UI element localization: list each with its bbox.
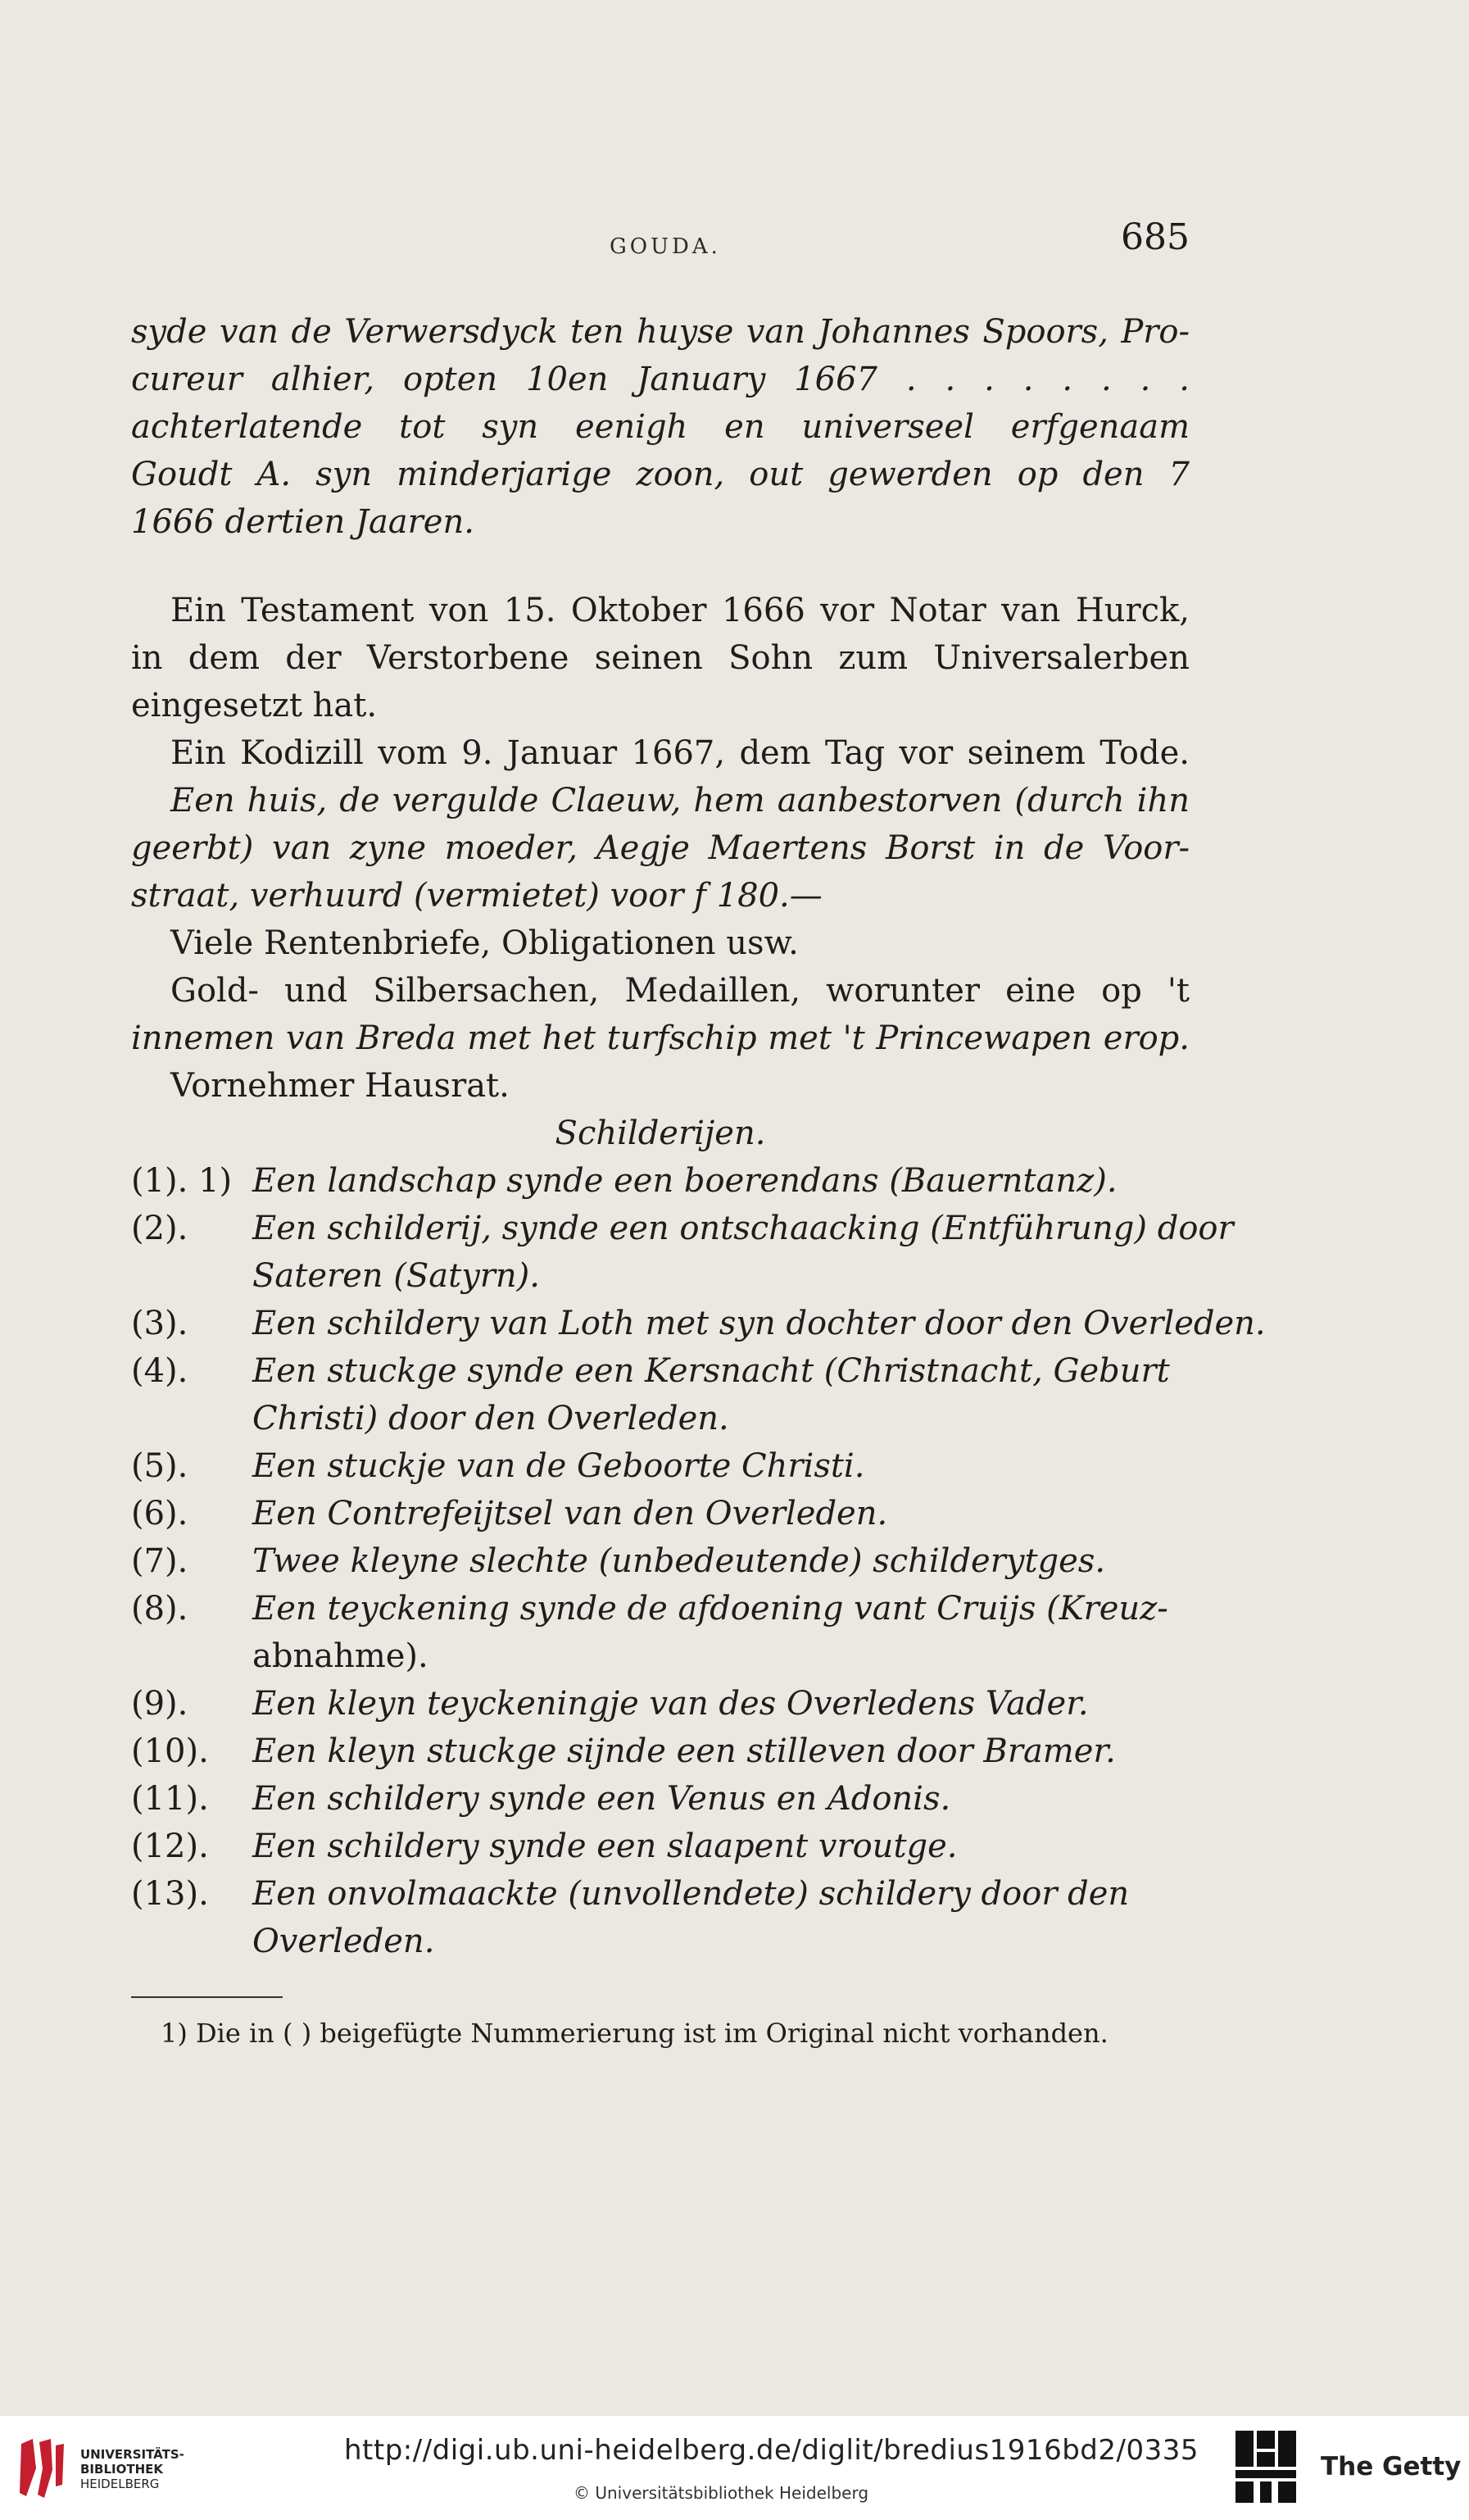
running-head: GOUDA. (610, 234, 721, 259)
paragraph-line: Ein Testament von 15. Oktober 1666 vor Notar van Hurck, (170, 592, 1190, 629)
item-text: Een kleyn teyckeningje van des Overledens Vader. (252, 1685, 1089, 1723)
item-text: Een stuckge synde een Kersnacht (Christnacht, Geburt (252, 1352, 1170, 1390)
list-item (131, 1490, 1190, 1537)
item-number: (2). (131, 1210, 188, 1247)
item-number: (4). (131, 1352, 188, 1390)
list-item (131, 1300, 1266, 1347)
paragraph-line: innemen van Breda met het turfschip met 't Princewapen erop. (131, 1019, 1190, 1057)
quote-block (131, 308, 1190, 546)
paragraph-line: Een huis, de vergulde Claeuw, hem aanbestorven (durch ihn (170, 782, 1190, 820)
item-number: (5). (131, 1447, 188, 1485)
ub-logo-line: BIBLIOTHEK (80, 2462, 163, 2477)
item-number: (6). (131, 1495, 188, 1532)
item-continuation: abnahme). (252, 1637, 428, 1675)
list-item (131, 1537, 1190, 1585)
item-number: (13). (131, 1875, 209, 1913)
paragraph-line: in dem der Verstorbene seinen Sohn zum Universalerben (131, 639, 1190, 677)
permalink-url[interactable]: http://digi.ub.uni-heidelberg.de/diglit/bredius1916bd2/0335 (344, 2434, 1199, 2467)
item-number: (11). (131, 1780, 209, 1818)
list-item (131, 1205, 1234, 1252)
ub-heidelberg-logo[interactable] (15, 2429, 187, 2508)
paragraph-line: Ein Kodizill vom 9. Januar 1667, dem Tag vor seinem Tode. (170, 734, 1190, 772)
list-item (131, 1680, 1190, 1728)
item-number: (9). (131, 1685, 188, 1723)
item-number: (3). (131, 1305, 188, 1342)
item-continuation: Overleden. (252, 1923, 435, 1960)
item-number: (10). (131, 1732, 209, 1770)
list-item (131, 1870, 1190, 1918)
quote-line: achterlatende tot syn eenigh en universeel erfgenaam (131, 408, 1190, 446)
page-header (131, 215, 1190, 272)
ub-logo-line: HEIDELBERG (80, 2477, 160, 2491)
item-text: Een schildery synde een Venus en Adonis. (252, 1780, 951, 1818)
page-number: 685 (1121, 216, 1190, 258)
footnote-rule (131, 1996, 283, 1998)
quote-line: Goudt A. syn minderjarige zoon, out gewerden op den 7 (131, 456, 1190, 493)
list-item (131, 1347, 1190, 1395)
ub-logo-text (80, 2447, 184, 2491)
spacer (131, 546, 1190, 587)
page-body (131, 308, 1266, 1965)
item-number: (1). 1) (131, 1162, 233, 1200)
paragraph-line: eingesetzt hat. (131, 687, 378, 724)
getty-label[interactable]: The Getty (1321, 2452, 1462, 2481)
item-text: Een kleyn stuckge sijnde een stilleven door Bramer. (252, 1732, 1116, 1770)
footnote: 1) Die in ( ) beigefügte Nummerierung ist im Original nicht vorhanden. (161, 2018, 1109, 2049)
ub-logo-line: UNIVERSITÄTS- (80, 2447, 184, 2462)
quote-line: syde van de Verwersdyck ten huyse van Johannes Spoors, Pro- (131, 313, 1190, 351)
ub-logo-icon (15, 2436, 67, 2501)
paragraph-line: straat, verhuurd (vermietet) voor f 180.— (131, 877, 823, 915)
item-text: Een landschap synde een boerendans (Bauerntanz). (252, 1162, 1118, 1200)
paragraph-line: geerbt) van zyne moeder, Aegje Maertens Borst in de Voor- (131, 829, 1190, 867)
item-number: (7). (131, 1542, 188, 1580)
quote-line: 1666 dertien Jaaren. (131, 503, 474, 541)
list-item (131, 1157, 1190, 1205)
item-text: Een onvolmaackte (unvollendete) schildery door den (252, 1875, 1130, 1913)
item-continuation: Sateren (Satyrn). (252, 1257, 540, 1295)
item-text: Een schildery van Loth met syn dochter door den Overleden. (252, 1305, 1266, 1342)
section-title: Schilderijen. (555, 1115, 766, 1152)
item-text: Een stuckje van de Geboorte Christi. (252, 1447, 865, 1485)
item-number: (12). (131, 1828, 209, 1865)
item-text: Een schildery synde een slaapent vroutge. (252, 1828, 958, 1865)
painting-list (131, 1157, 1266, 1965)
list-item (131, 1775, 1190, 1823)
paragraph-line: Vornehmer Hausrat. (170, 1067, 510, 1105)
list-item (131, 1442, 1190, 1490)
list-item (131, 1823, 1190, 1870)
quote-line: cureur alhier, opten 10en January 1667 . . . . . . . . (131, 361, 1190, 398)
viewer-footer (0, 2416, 1469, 2520)
item-continuation: Christi) door den Overleden. (252, 1400, 729, 1437)
copyright-notice: © Universitätsbibliothek Heidelberg (574, 2483, 869, 2503)
item-number: (8). (131, 1590, 188, 1628)
paragraph-line: Viele Rentenbriefe, Obligationen usw. (170, 924, 799, 962)
item-text: Een schilderij, synde een ontschaacking (Entführung) door (252, 1210, 1234, 1247)
description-block (131, 587, 1190, 1110)
item-text: Een Contrefeijtsel van den Overleden. (252, 1495, 888, 1532)
list-item (131, 1585, 1190, 1632)
item-text: Twee kleyne slechte (unbedeutende) schilderytges. (252, 1542, 1106, 1580)
paragraph-line: Gold- und Silbersachen, Medaillen, worunter eine op 't (170, 972, 1190, 1010)
list-item (131, 1728, 1190, 1775)
item-text: Een teyckening synde de afdoening vant Cruijs (Kreuz- (252, 1590, 1168, 1628)
getty-logo-icon[interactable] (1236, 2431, 1296, 2506)
